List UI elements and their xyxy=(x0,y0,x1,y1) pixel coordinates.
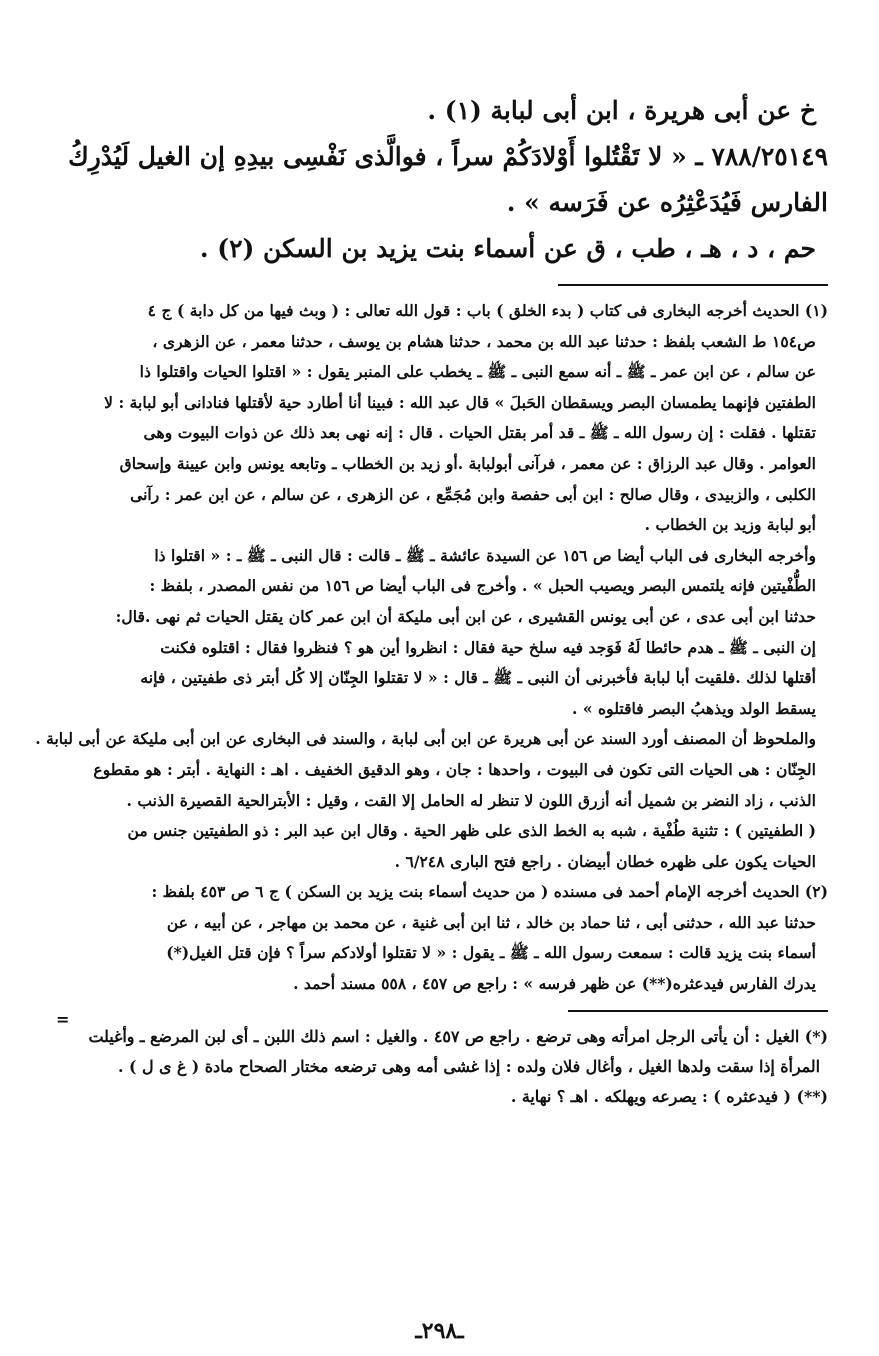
note-line: (١) الحديث أخرجه البخارى فى كتاب ( بدء الخلق ) باب : قول الله تعالى : ( وبث فيها من كل دابة ) ج ٤ xyxy=(147,301,828,320)
note-line: الطفتين فإنهما يطمسان البصر ويسقطان الحَبلَ » قال عبد الله : فبينا أنا أطارد حية لأقتلها فنادانى أبو لبابة : لا xyxy=(104,392,816,412)
note-line: وأخرجه البخارى فى الباب أيضا ص ١٥٦ عن السيدة عائشة ـ ﷺ ـ قالت : قال النبى ـ ﷺ ـ : « اقتلوا ذا xyxy=(154,545,816,565)
note-line: والملحوظ أن المصنف أورد السند عن أبى هريرة عن ابن أبى لبابة ، والسند فى البخارى عن ابن أبى مليكة عن أبى لبابة . xyxy=(35,729,816,749)
note-line: عن سالم ، عن ابن عمر ـ ﷺ ـ أنه سمع النبى ـ ﷺ ـ يخطب على المنبر يقول : « اقتلوا الحيات واقتلوا ذا xyxy=(139,362,816,382)
note-line: الكلبى ، والزبيدى ، وقال صالح : ابن أبى حفصة وابن مُجَمِّع ، عن الزهرى ، عن سالم ، عن ابن عمر : رآنى xyxy=(130,484,816,504)
note-line: أبو لبابة وزيد بن الخطاب . xyxy=(644,515,816,535)
footnotes xyxy=(28,1022,828,1112)
main-line-2: ٧٨٨/٢٥١٤٩ ـ « لا تَقْتُلوا أَوْلادَكُمْ سراً ، فوالَّذى نَفْسِى بيدِهِ إن الغيل لَيُدْرِكُ xyxy=(68,142,828,171)
hadith-text xyxy=(28,88,828,272)
note-line: الطُّفْيتين فإنه يلتمس البصر ويصيب الحبل » . وأخرج فى الباب أيضا ص ١٥٦ من نفس المصدر ، بلفظ : xyxy=(149,576,816,596)
footnotes-divider xyxy=(568,1010,828,1012)
page-number: ـ٢٩٨ـ xyxy=(415,1318,464,1344)
note-line: يدرك الفارس فيدعثره(**) عن ظهر فرسه » : راجع ص ٤٥٧ ، ٥٥٨ مسند أحمد . xyxy=(293,974,816,994)
note-line: حدثنا ابن أبى عدى ، عن أبى يونس القشيرى ، عن ابن أبى مليكة أن ابن عمر كان يقتل الحيات ثم نهى .قال: xyxy=(115,606,816,626)
note-line: العوامر . وقال عبد الرزاق : عن معمر ، فرآنى أبولبابة .أو زيد بن الخطاب ـ وتابعه يونس وابن عيينة وإسحاق xyxy=(119,453,816,473)
note-line: الذنب ، زاد النضر بن شميل أنه أزرق اللون لا تنظر له الحامل إلا القت ، وقيل : الأبترالحية القصيرة الذنب . xyxy=(126,790,816,810)
note-line: الجِنّان : هى الحيات التى تكون فى البيوت ، واحدها : جان ، وهو الدقيق الخفيف . اهـ : النهاية . أبتر : هو مقطوع xyxy=(93,759,816,779)
note-line: ( الطفيتين ) : تثنية طُفْية ، شبه به الخط الذى على ظهر الحية . وقال ابن عبد البر : ذو الطفيتين جنس من xyxy=(127,821,816,841)
margin-marker: = xyxy=(56,1010,70,1029)
footnote-line: (**) ( فيدعثره ) : يصرعه ويهلكه . اهـ ؟ نهاية . xyxy=(510,1086,828,1106)
page-body xyxy=(28,88,828,1112)
note-line: الحيات يكون على ظهره خطان أبيضان . راجع فتح البارى ٦/٢٤٨ . xyxy=(394,851,816,871)
main-line-4: حم ، د ، هـ ، طب ، ق عن أسماء بنت يزيد بن السكن (٢) . xyxy=(199,234,816,263)
main-line-1: خ عن أبى هريرة ، ابن أبى لبابة (١) . xyxy=(427,96,816,125)
commentary-notes xyxy=(28,296,828,1000)
note-line: أسماء بنت يزيد قالت : سمعت رسول الله ـ ﷺ ـ يقول : « لا تقتلوا أولادكم سراً ؟ فإن قتل الغيل(*) xyxy=(166,943,816,963)
footnote-line: المرأة إذا سقت ولدها الغيل ، وأغال فلان ولده : إذا غشى أمه وهى ترضعه مختار الصحاح مادة ( غ ى ل ) . xyxy=(118,1056,820,1076)
note-line: إن النبى ـ ﷺ ـ هدم حائطا لَهُ فَوَجد فيه سلخ حية فقال : انظروا أين هو ؟ فنظروا فقال : اقتلوه فكنت xyxy=(160,637,816,657)
note-line: يسقط الولد ويذهبُ البصر فاقتلوه » . xyxy=(571,698,816,718)
main-line-3: الفارس فَيُدَعْثِرُه عن فَرَسه » . xyxy=(506,188,828,217)
note-line: (٢) الحديث أخرجه الإمام أحمد فى مسنده ( من حديث أسماء بنت يزيد بن السكن ) ج ٦ ص ٤٥٣ بلفظ : xyxy=(151,882,828,902)
note-line: ص١٥٤ ط الشعب بلفظ : حدثنا عبد الله بن محمد ، حدثنا هشام بن يوسف ، حدثنا معمر ، عن الزهرى ، xyxy=(152,331,816,351)
note-line: أقتلها لذلك .فلقيت أبا لبابة فأخبرنى أن النبى ـ ﷺ ـ قال : « لا تقتلوا الجِنّان إلا كُل أبتر ذى طفيتين ، فإنه xyxy=(140,668,816,688)
note-line: تقتلها . فقلت : إن رسول الله ـ ﷺ ـ قد أمر بقتل الحيات . قال : إنه نهى بعد ذلك عن ذوات البيوت وهى xyxy=(143,423,816,443)
notes-divider xyxy=(558,284,828,286)
note-line: حدثنا عبد الله ، حدثنى أبى ، ثنا حماد بن خالد ، ثنا ابن أبى غنية ، عن محمد بن مهاجر ، عن أبيه ، عن xyxy=(166,912,816,932)
footnote-line: (*) الغيل : أن يأتى الرجل امرأته وهى ترضع . راجع ص ٤٥٧ . والغيل : اسم ذلك اللبن ـ أى لبن المرضع ـ وأغيلت xyxy=(88,1026,828,1046)
